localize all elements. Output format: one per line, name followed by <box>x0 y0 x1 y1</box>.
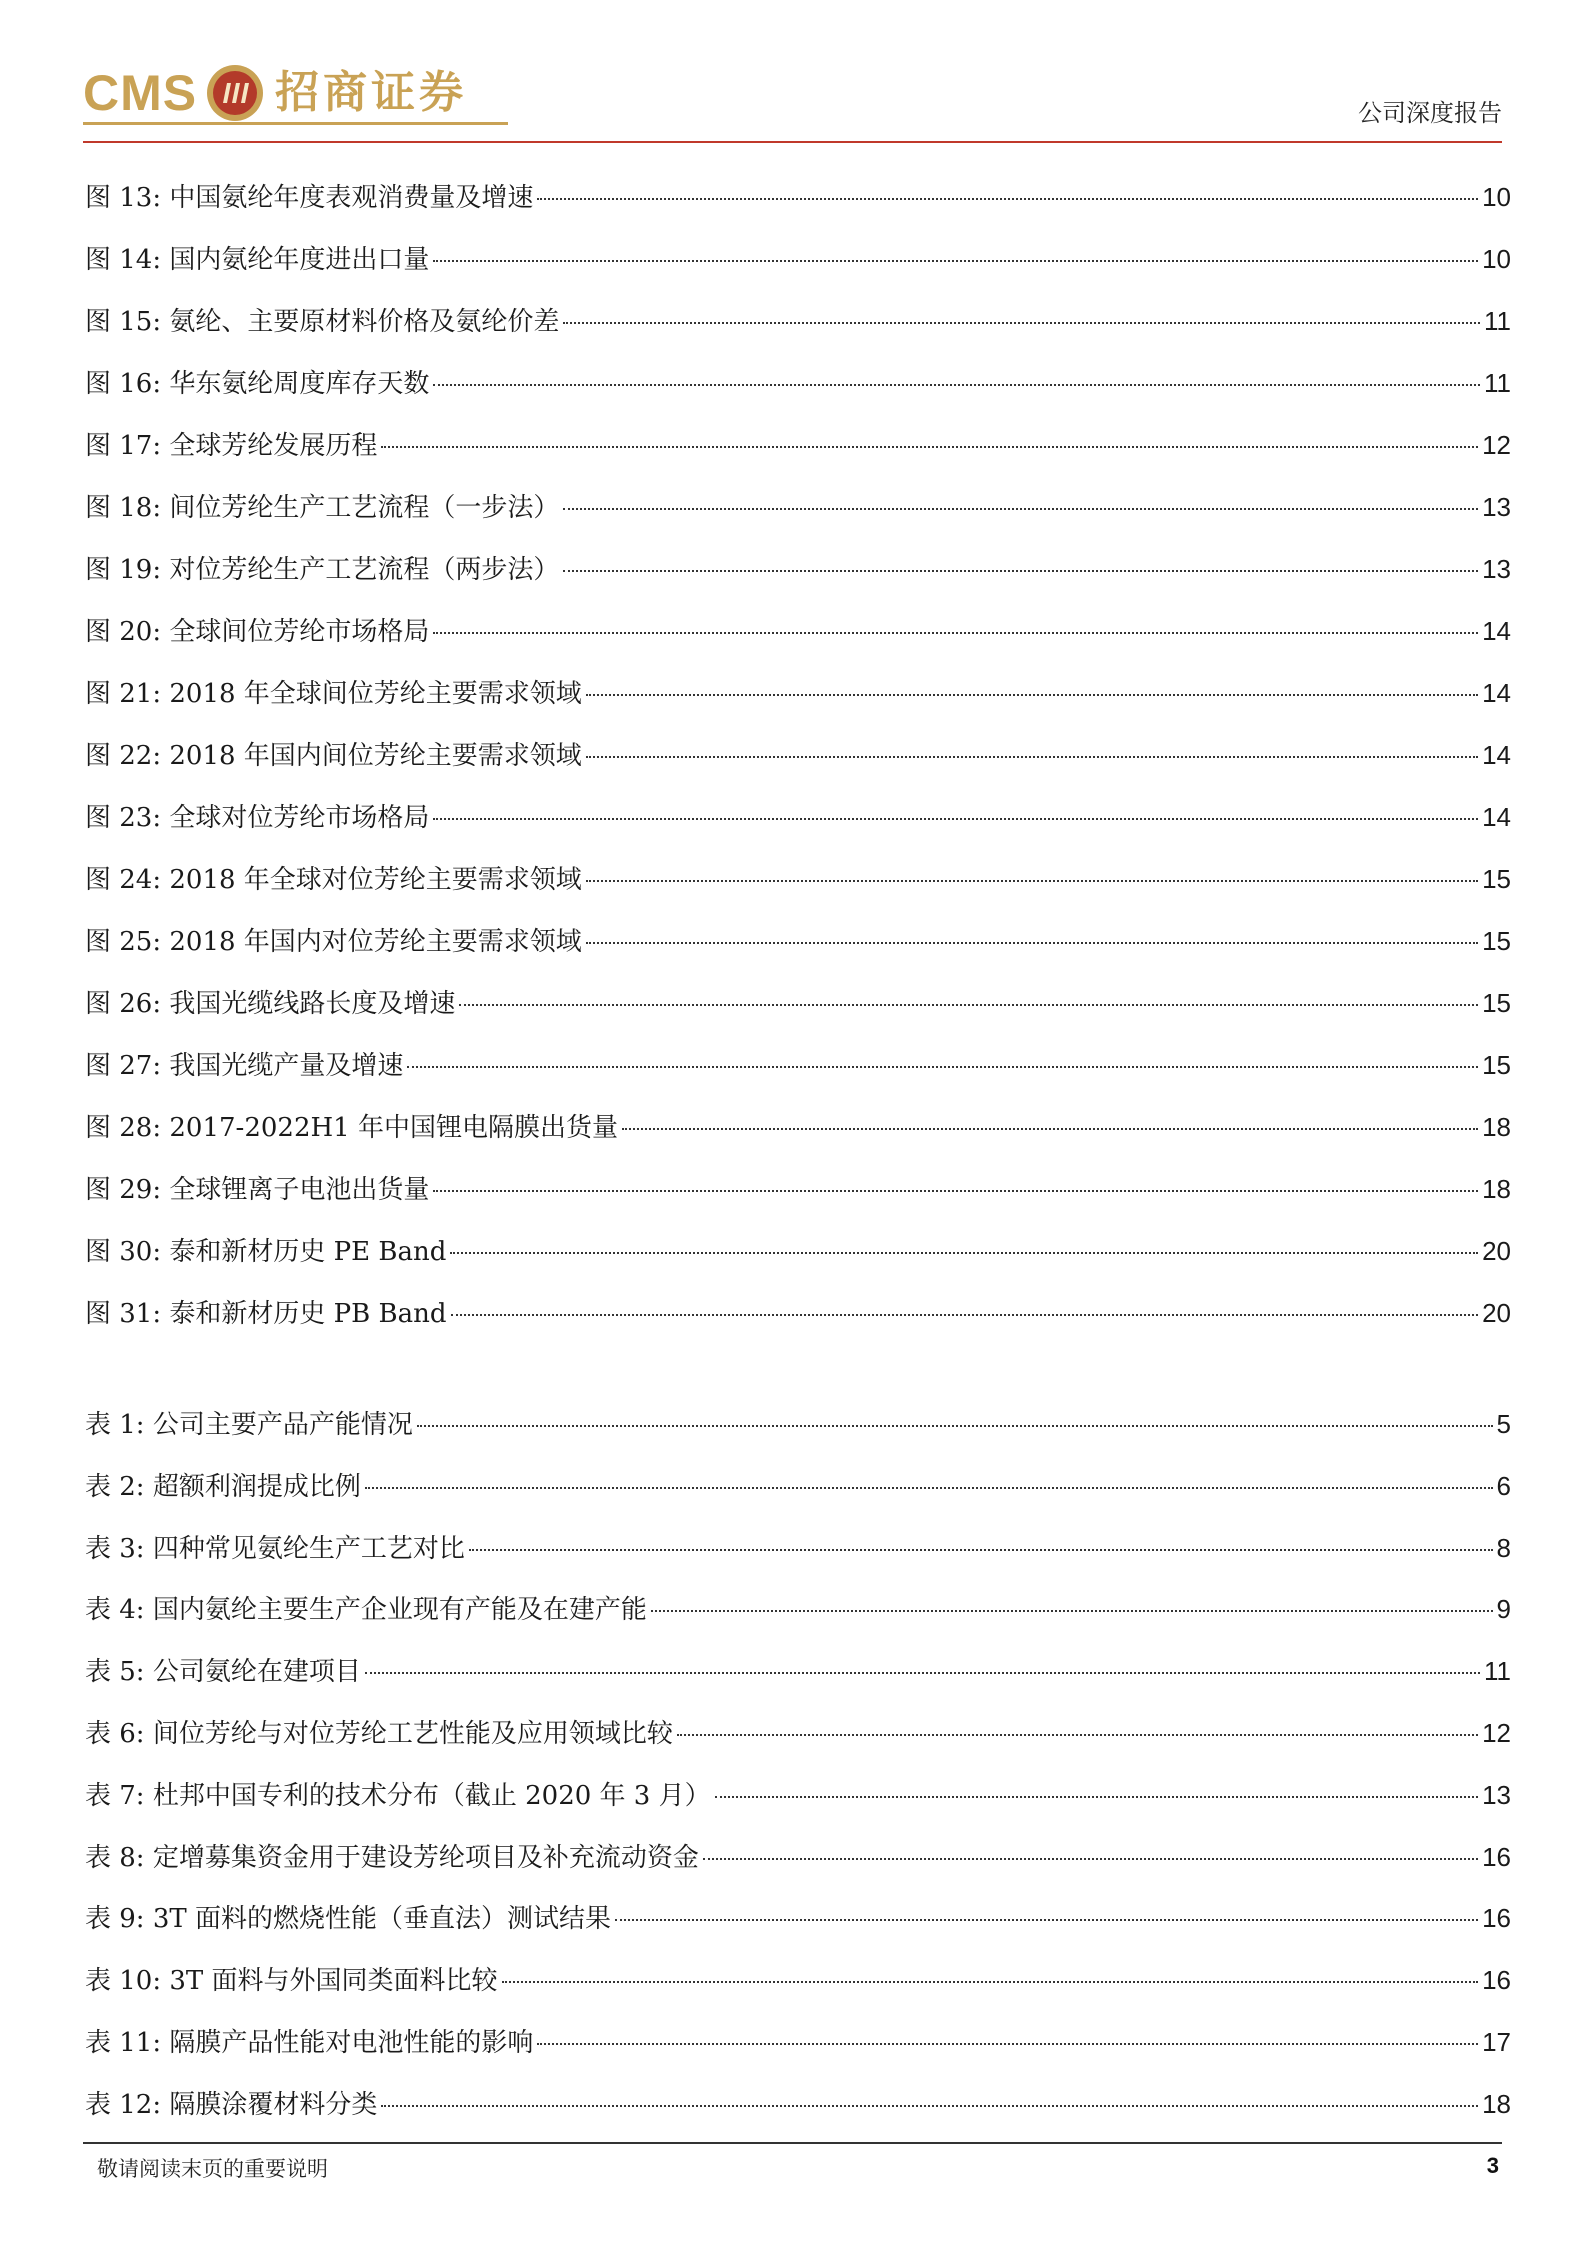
figure-toc-title <box>85 601 429 663</box>
figure-toc-entry[interactable] <box>85 600 1511 662</box>
figure-page-number: 14 <box>1482 740 1511 770</box>
figure-toc-title <box>85 1283 447 1345</box>
dot-leader <box>615 1918 1478 1921</box>
table-page-number: 16 <box>1482 1841 1511 1872</box>
table-toc-title <box>85 1580 647 1642</box>
figure-toc-entry[interactable] <box>85 538 1511 600</box>
company-logo <box>83 58 467 128</box>
figure-toc-entry[interactable] <box>85 910 1511 972</box>
table-toc-title <box>85 2075 377 2137</box>
figure-toc-entry[interactable] <box>85 290 1511 352</box>
figure-label: 图 25: <box>85 927 162 957</box>
table-title-text: 隔膜涂覆材料分类 <box>169 2089 378 2120</box>
footer-divider <box>83 2142 1502 2144</box>
figure-page-number: 20 <box>1482 1236 1511 1266</box>
table-toc-entry[interactable] <box>85 2012 1511 2074</box>
figure-toc-title <box>85 477 559 539</box>
figure-toc-entry[interactable] <box>85 1096 1511 1158</box>
dot-leader <box>537 2042 1478 2045</box>
dot-leader <box>451 1313 1479 1316</box>
dot-leader <box>365 1486 1493 1489</box>
table-toc-entry[interactable] <box>85 1827 1511 1889</box>
figure-page-number: 14 <box>1482 802 1511 832</box>
figure-toc-entry[interactable] <box>85 1158 1511 1220</box>
figure-page-number: 20 <box>1482 1298 1511 1328</box>
figure-label: 图 28: <box>85 1113 162 1143</box>
table-page-number: 11 <box>1484 1656 1511 1687</box>
dot-leader <box>433 631 1478 634</box>
dot-leader <box>586 941 1478 944</box>
figure-label: 图 21: <box>85 679 162 709</box>
dot-leader <box>417 1424 1493 1427</box>
figure-page-number: 13 <box>1482 492 1511 522</box>
figure-list <box>85 166 1511 1344</box>
dot-leader <box>381 2104 1478 2107</box>
table-toc-entry[interactable] <box>85 1641 1511 1703</box>
table-title-text: 隔膜产品性能对电池性能的影响 <box>169 2027 534 2058</box>
figure-title-text: 2018 年国内间位芳纶主要需求领域 <box>169 741 582 771</box>
figure-label: 图 30: <box>85 1237 162 1267</box>
dot-leader <box>433 817 1478 820</box>
table-toc-entry[interactable] <box>85 2074 1511 2136</box>
figure-label: 图 14: <box>85 245 162 275</box>
table-toc-entry[interactable] <box>85 1950 1511 2012</box>
figure-toc-entry[interactable] <box>85 414 1511 476</box>
dot-leader <box>433 383 1480 386</box>
table-label: 表 6: <box>85 1718 145 1749</box>
figure-toc-entry[interactable] <box>85 724 1511 786</box>
figure-label: 图 13: <box>85 183 162 213</box>
table-title-text: 国内氨纶主要生产企业现有产能及在建产能 <box>152 1595 647 1626</box>
table-title-text: 定增募集资金用于建设芳纶项目及补充流动资金 <box>152 1842 699 1873</box>
figure-toc-entry[interactable] <box>85 166 1511 228</box>
figure-toc-entry[interactable] <box>85 1220 1511 1282</box>
report-type: 公司深度报告 <box>1358 99 1502 127</box>
figure-page-number: 15 <box>1482 988 1511 1018</box>
dot-leader <box>586 693 1478 696</box>
figure-toc-title <box>85 539 559 601</box>
table-page-number: 16 <box>1482 1965 1511 1996</box>
figure-title-text: 我国光缆线路长度及增速 <box>169 989 456 1019</box>
table-page-number: 9 <box>1496 1594 1511 1625</box>
header-divider <box>83 141 1502 143</box>
table-toc-entry[interactable] <box>85 1703 1511 1765</box>
table-page-number: 16 <box>1482 1903 1511 1934</box>
figure-title-text: 2018 年全球对位芳纶主要需求领域 <box>169 865 582 895</box>
dot-leader <box>677 1733 1478 1736</box>
table-toc-title <box>85 1519 465 1581</box>
figure-title-text: 华东氨纶周度库存天数 <box>169 369 430 399</box>
dot-leader <box>433 259 1478 262</box>
figure-title-text: 全球对位芳纶市场格局 <box>169 803 430 833</box>
table-label: 表 4: <box>85 1595 145 1626</box>
table-title-text: 公司主要产品产能情况 <box>152 1410 413 1440</box>
table-toc-title <box>85 1642 361 1704</box>
figure-page-number: 15 <box>1482 1050 1511 1080</box>
figure-page-number: 18 <box>1482 1174 1511 1204</box>
dot-leader <box>537 197 1478 200</box>
figure-label: 图 19: <box>85 555 162 585</box>
figure-page-number: 18 <box>1482 1112 1511 1142</box>
table-title-text: 超额利润提成比例 <box>152 1471 361 1502</box>
table-title-text: 间位芳纶与对位芳纶工艺性能及应用领域比较 <box>152 1718 673 1749</box>
dot-leader <box>365 1671 1480 1674</box>
figure-label: 图 20: <box>85 617 162 647</box>
footer-note: 敬请阅读末页的重要说明 <box>97 2157 328 2181</box>
figure-title-text: 对位芳纶生产工艺流程（两步法） <box>169 555 560 585</box>
figure-toc-entry[interactable] <box>85 662 1511 724</box>
table-toc-title <box>85 2013 533 2075</box>
dot-leader <box>703 1857 1478 1860</box>
table-label: 表 11: <box>85 2027 162 2058</box>
figure-toc-title <box>85 353 429 415</box>
figure-toc-entry[interactable] <box>85 1034 1511 1096</box>
table-toc-entry[interactable] <box>85 1765 1511 1827</box>
figure-title-text: 2018 年全球间位芳纶主要需求领域 <box>169 679 582 709</box>
table-label: 表 9: <box>85 1904 145 1935</box>
figure-label: 图 26: <box>85 989 162 1019</box>
figure-page-number: 11 <box>1484 306 1511 336</box>
figure-toc-entry[interactable] <box>85 848 1511 910</box>
table-page-number: 18 <box>1482 2088 1511 2119</box>
figure-label: 图 24: <box>85 865 162 895</box>
table-page-number: 12 <box>1482 1717 1511 1748</box>
dot-leader <box>407 1065 1478 1068</box>
table-toc-entry[interactable] <box>85 1394 1511 1456</box>
table-toc-entry[interactable] <box>85 1456 1511 1518</box>
dot-leader <box>586 879 1478 882</box>
figure-toc-title <box>85 787 429 849</box>
figure-title-text: 氨纶、主要原材料价格及氨纶价差 <box>169 307 560 337</box>
table-toc-title <box>85 1828 699 1890</box>
dot-leader <box>622 1127 1478 1130</box>
table-page-number: 8 <box>1496 1532 1511 1563</box>
dot-leader <box>502 1980 1479 1983</box>
table-label: 表 8: <box>85 1842 145 1873</box>
table-toc-title <box>85 1951 498 2013</box>
figure-title-text: 泰和新材历史 PB Band <box>169 1299 447 1329</box>
figure-toc-title <box>85 1159 429 1221</box>
figure-toc-title <box>85 725 582 787</box>
table-toc-title <box>85 1395 413 1457</box>
figure-title-text: 全球间位芳纶市场格局 <box>169 617 430 647</box>
figure-toc-title <box>85 849 582 911</box>
dot-leader <box>586 755 1478 758</box>
figure-label: 图 29: <box>85 1175 162 1205</box>
table-label: 表 1: <box>85 1410 145 1440</box>
dot-leader <box>563 507 1478 510</box>
logo-underline <box>83 122 508 125</box>
table-page-number: 6 <box>1496 1470 1511 1501</box>
figure-toc-entry[interactable] <box>85 476 1511 538</box>
table-label: 表 12: <box>85 2089 162 2120</box>
figure-label: 图 27: <box>85 1051 162 1081</box>
figure-toc-entry[interactable] <box>85 352 1511 414</box>
figure-toc-title <box>85 1035 403 1097</box>
figure-toc-title <box>85 663 582 725</box>
figure-page-number: 14 <box>1482 678 1511 708</box>
dot-leader <box>715 1795 1478 1798</box>
table-label: 表 10: <box>85 1966 162 1997</box>
figure-toc-title <box>85 1097 618 1159</box>
table-page-number: 13 <box>1482 1779 1511 1810</box>
dot-leader <box>563 321 1480 324</box>
figure-title-text: 全球芳纶发展历程 <box>169 431 378 461</box>
figure-label: 图 23: <box>85 803 162 833</box>
table-label: 表 7: <box>85 1780 145 1811</box>
dot-leader <box>651 1609 1493 1612</box>
figure-toc-entry[interactable] <box>85 786 1511 848</box>
dot-leader <box>381 445 1478 448</box>
figure-toc-title <box>85 973 455 1035</box>
table-toc-title <box>85 1704 673 1766</box>
figure-title-text: 中国氨纶年度表观消费量及增速 <box>169 183 534 213</box>
table-label: 表 3: <box>85 1533 145 1564</box>
figure-toc-title <box>85 291 559 353</box>
table-toc-entry[interactable] <box>85 1518 1511 1580</box>
figure-label: 图 18: <box>85 493 162 523</box>
page-header <box>0 0 1587 150</box>
table-toc-title <box>85 1457 361 1519</box>
table-toc-title <box>85 1889 611 1951</box>
figure-title-text: 我国光缆产量及增速 <box>169 1051 404 1081</box>
table-toc-title <box>85 1766 711 1828</box>
page-number: 3 <box>1486 2153 1499 2178</box>
figure-page-number: 13 <box>1482 554 1511 584</box>
figure-title-text: 间位芳纶生产工艺流程（一步法） <box>169 493 560 523</box>
figure-toc-entry[interactable] <box>85 1282 1511 1344</box>
dot-leader <box>563 569 1478 572</box>
figure-page-number: 10 <box>1482 244 1511 274</box>
logo-cms-text: CMS <box>83 65 198 121</box>
figure-toc-title <box>85 167 533 229</box>
figure-label: 图 22: <box>85 741 162 771</box>
figure-page-number: 15 <box>1482 864 1511 894</box>
figure-page-number: 15 <box>1482 926 1511 956</box>
figure-title-text: 2017-2022H1 年中国锂电隔膜出货量 <box>169 1113 618 1143</box>
logo-chinese-text: 招商证券 <box>275 67 468 118</box>
figure-title-text: 泰和新材历史 PE Band <box>169 1237 447 1267</box>
figure-toc-entry[interactable] <box>85 228 1511 290</box>
dot-leader <box>433 1189 1478 1192</box>
figure-toc-title <box>85 911 582 973</box>
table-title-text: 四种常见氨纶生产工艺对比 <box>152 1533 465 1564</box>
figure-title-text: 全球锂离子电池出货量 <box>169 1175 430 1205</box>
figure-label: 图 31: <box>85 1299 162 1329</box>
dot-leader <box>469 1548 1493 1551</box>
figure-title-text: 国内氨纶年度进出口量 <box>169 245 430 275</box>
table-title-text: 公司氨纶在建项目 <box>152 1657 361 1688</box>
figure-title-text: 2018 年国内对位芳纶主要需求领域 <box>169 927 582 957</box>
table-title-text: 3T 面料与外国同类面料比较 <box>169 1966 498 1997</box>
figure-label: 图 15: <box>85 307 162 337</box>
table-toc-entry[interactable] <box>85 1579 1511 1641</box>
table-page-number: 5 <box>1496 1409 1511 1439</box>
figure-page-number: 11 <box>1484 368 1511 398</box>
logo-emblem-icon <box>205 63 265 123</box>
figure-label: 图 16: <box>85 369 162 399</box>
figure-toc-title <box>85 415 377 477</box>
table-page-number: 17 <box>1482 2026 1511 2057</box>
table-title-text: 杜邦中国专利的技术分布（截止 2020 年 3 月） <box>152 1780 711 1811</box>
table-list <box>85 1394 1511 2136</box>
dot-leader <box>459 1003 1478 1006</box>
dot-leader <box>450 1251 1478 1254</box>
figure-page-number: 12 <box>1482 430 1511 460</box>
table-label: 表 5: <box>85 1657 145 1688</box>
figure-toc-title <box>85 1221 446 1283</box>
table-title-text: 3T 面料的燃烧性能（垂直法）测试结果 <box>152 1904 611 1935</box>
table-label: 表 2: <box>85 1471 145 1502</box>
figure-toc-title <box>85 229 429 291</box>
figure-page-number: 14 <box>1482 616 1511 646</box>
table-toc-entry[interactable] <box>85 1888 1511 1950</box>
figure-label: 图 17: <box>85 431 162 461</box>
figure-toc-entry[interactable] <box>85 972 1511 1034</box>
figure-page-number: 10 <box>1482 182 1511 212</box>
